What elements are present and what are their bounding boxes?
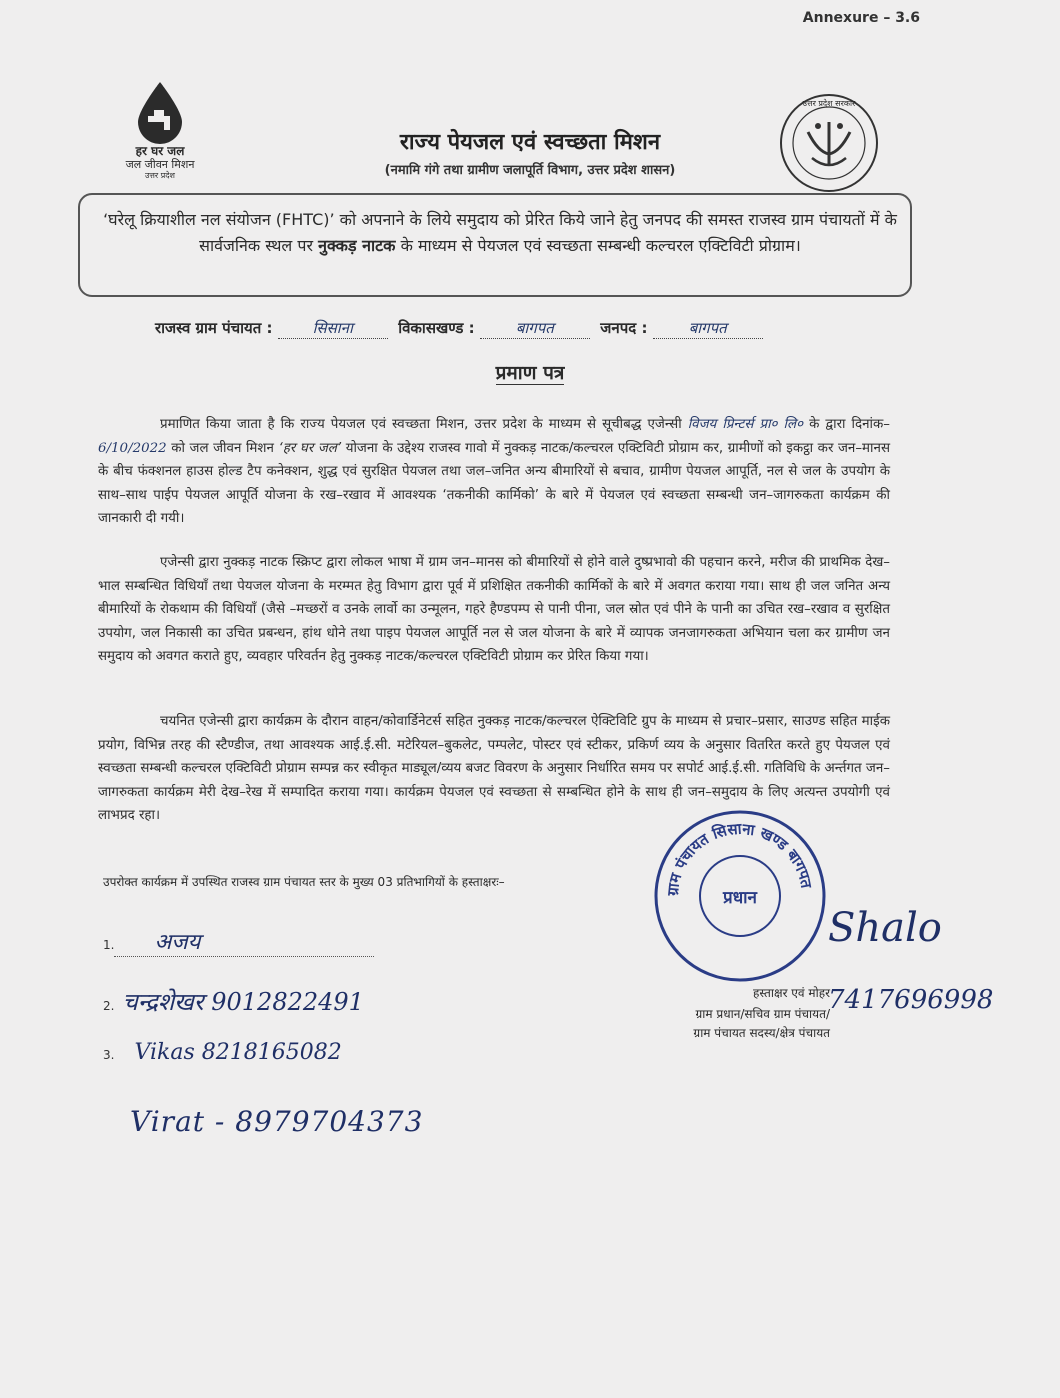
block-value: बागपत <box>480 318 590 339</box>
up-government-emblem <box>778 92 880 198</box>
paragraph-1 <box>98 413 890 531</box>
program-banner-text <box>100 207 900 259</box>
caption-sign-and-seal: हस्ताक्षर एवं मोहर <box>752 986 830 1000</box>
attendance-intro: उपरोक्त कार्यक्रम में उपस्थित राजस्व ग्राम पंचायत स्तर के मुख्य 03 प्रतिभागियों के हस्ताक्षरः– <box>103 875 505 889</box>
logo-line-2: जल जीवन मिशन <box>125 158 195 171</box>
pradhan-signature: Shalo <box>828 905 942 951</box>
annexure-label: Annexure – 3.6 <box>802 10 920 26</box>
pradhan-phone: 7417696998 <box>828 985 994 1015</box>
participant-signature-2: चन्द्रशेखर 9012822491 <box>122 988 364 1016</box>
para1-text-d: योजना के उद्देश्य राजस्व गावो में नुक्कड़ नाटक/कल्चरल एक्टिविटी प्रोग्राम कर, ग्रामीणों को इकट्ठा कर जन–मानस के बीच फंक्शनल हाउस होल्ड टैप कनेक्शन, शुद्ध एवं सुरक्षित पेयजल तथा जल–जनित अन्य बीमारियों से बचाव, ग्रामीण पेयजल आपूर्ति, नल से जल के उपयोग के साथ–साथ पाईप पेयजल आपूर्ति योजना के रख–रखाव में आवश्यक ‘तकनीकी कार्मिको’ के बारे में पेयजल एवं स्वच्छता सम्बन्धी जन–जागरुकता कार्यक्रम की जानकारी दी गयी। <box>98 440 891 526</box>
signature-line-1 <box>103 926 374 957</box>
agency-name: विजय प्रिन्टर्स प्रा० लि० <box>687 417 804 432</box>
certificate-heading-text: प्रमाण पत्र <box>495 362 565 384</box>
block-label: विकासखण्ड : <box>398 319 475 337</box>
logo-line-3: उत्तर प्रदेश <box>145 171 175 180</box>
paragraph-2: एजेन्सी द्वारा नुक्कड़ नाटक स्क्रिप्ट द्वारा लोकल भाषा में ग्राम जन–मानस को बीमारियों से होने वाले दुष्प्रभावो की पहचान करने, मरीज की प्राथमिक देख–भाल सम्बन्धित विधियाँ तथा पेयजल योजना के मरम्मत हेतु विभाग द्वारा पूर्व में प्रशिक्षित तकनीकी कार्मिकों के बारे में अवगत कराया गया। साथ ही जल जनित अन्य बीमारियों के रोकथाम की विधियाँ (जैसे –मच्छरों व उनके लार्वो का उन्मूलन, गहरे हैण्डपम्प से पानी पीना, जल स्रोत एवं पीने के पानी का उचित रख–रखाव व सुरक्षित उपयोग, जल निकासी का उचित प्रबन्धन, हांथ धोने तथा पाइप पेयजल आपूर्ति नल से जल योजना के बारे में व्यापक जनजागरुकता अभियान चला कर ग्रामीण जन समुदाय को अवगत कराते हुए, व्यवहार परिवर्तन हेतु नुक्कड़ नाटक/कल्चरल एक्टिविटी प्रोग्राम कर प्रेरित किया गया। <box>98 555 890 664</box>
seal-ring-text: ग्राम पंचायत सिसाना खण्ड बागपत <box>663 819 816 897</box>
logo-line-1: हर घर जल <box>135 144 185 158</box>
signature-number-3: 3. <box>103 1048 115 1062</box>
seal-center-text: प्रधान <box>723 888 757 908</box>
para1-text-a: प्रमाणित किया जाता है कि राज्य पेयजल एवं स्वच्छता मिशन, उत्तर प्रदेश के माध्यम से सूचीबद्ध एजेन्सी <box>160 417 688 432</box>
para1-text-c: को जल जीवन मिशन <box>166 440 279 456</box>
gram-panchayat-label: राजस्व ग्राम पंचायत : <box>155 319 273 337</box>
program-date: 6/10/2022 <box>98 440 167 456</box>
signature-number-2: 2. <box>103 999 115 1013</box>
para1-text-b: के द्वारा दिनांक– <box>803 417 890 432</box>
caption-designation-2: ग्राम पंचायत सदस्य/क्षेत्र पंचायत <box>693 1026 830 1040</box>
page-title: राज्य पेयजल एवं स्वच्छता मिशन <box>399 130 661 155</box>
participant-signature-1: अजय <box>114 926 374 957</box>
participant-signature-4: Virat - 8979704373 <box>130 1105 424 1138</box>
paragraph-3: चयनित एजेन्सी द्वारा कार्यक्रम के दौरान वाहन/कोवार्डिनेटर्स सहित नुक्कड़ नाटक/कल्चरल ऐक्टिविटि ग्रुप के माध्यम से प्रचार–प्रसार, साउण्ड सहित माईक प्रयोग, विभिन्न तरह की स्टैण्डीज, तथा आवश्यक आई.ई.सी. मटेरियल–बुकलेट, पम्पलेट, पोस्टर एवं स्टीकर, प्रकिर्ण व्यय के अनुसार वितरित करते हुए पेयजल एवं स्वच्छता सम्बन्धी कल्चरल एक्टिविटी प्रोग्राम सम्पन्न कर स्वीकृत माड्यूल/व्यय बजट विवरण के अनुसार निर्धारित समय पर सपोर्ट आई.ई.सी. गतिविधि के अर्न्तगत जन–जागरुकता कार्यक्रम मेरी देख–रेख में सम्पादित कराया गया। कार्यक्रम पेयजल एवं स्वच्छता से सम्बन्धित होने के साथ ही जन–समुदाय के लिए अत्यन्त उपयोगी एवं लाभप्रद रहा। <box>98 714 890 823</box>
scheme-name: ‘हर घर जल’ <box>278 440 342 456</box>
banner-bold: नुक्कड़ नाटक <box>318 236 396 255</box>
location-row <box>155 318 763 339</box>
caption-designation-1: ग्राम प्रधान/सचिव ग्राम पंचायत/ <box>695 1007 830 1021</box>
banner-part-2: के माध्यम से पेयजल एवं स्वच्छता सम्बन्धी कल्चरल एक्टिविटी प्रोग्राम। <box>395 236 801 255</box>
participant-signature-3: Vikas 8218165082 <box>134 1040 342 1065</box>
district-value: बागपत <box>653 318 763 339</box>
page-subtitle: (नमामि गंगे तथा ग्रामीण जलापूर्ति विभाग, उत्तर प्रदेश शासन) <box>384 163 676 178</box>
certificate-heading <box>0 359 1060 385</box>
official-stamp-icon <box>652 808 828 984</box>
gram-panchayat-value: सिसाना <box>278 318 388 339</box>
gram-pradhan-seal <box>652 808 828 988</box>
signature-number-1: 1. <box>103 938 115 952</box>
signature-line-2 <box>103 985 512 1018</box>
banner-part-1: ‘घरेलू क्रियाशील नल संयोजन (FHTC)’ को अपनाने के लिये समुदाय को प्रेरित किये जाने हेतु जनपद की समस्त राजस्व ग्राम पंचायतों में के सार्वजनिक स्थल पर <box>103 210 897 255</box>
district-label: जनपद : <box>600 319 648 337</box>
emblem-text: उत्तर प्रदेश सरकार <box>802 99 856 108</box>
signature-line-3 <box>103 1040 484 1065</box>
authority-caption <box>620 984 830 1043</box>
